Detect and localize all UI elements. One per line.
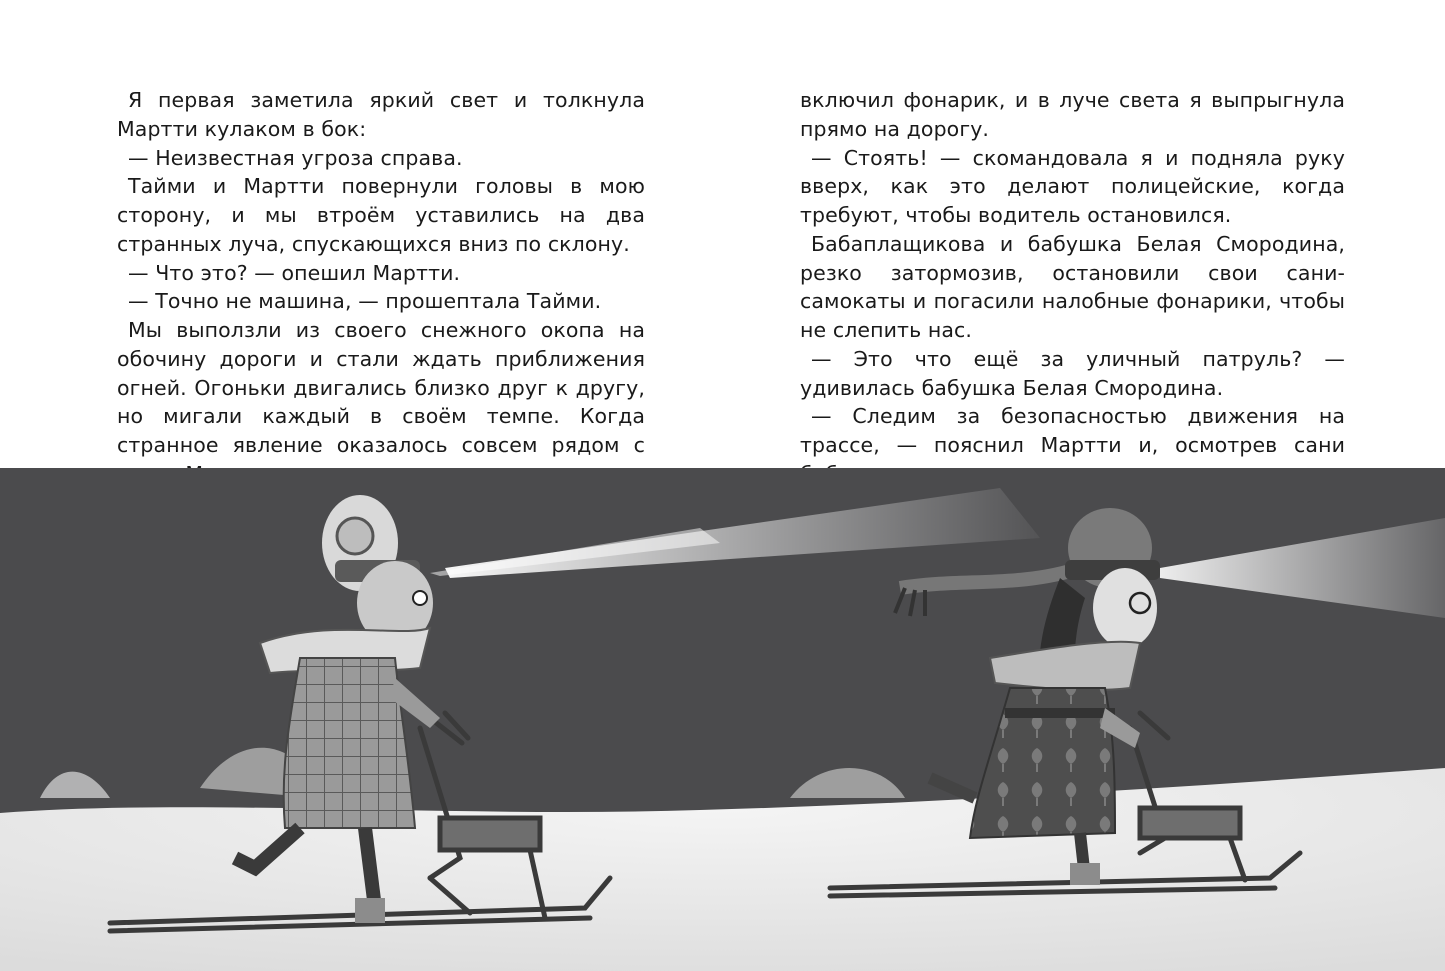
paragraph: Мы выползли из своего снежного окопа на обочину дороги и стали ждать приближения огней. Огоньки двигались близко друг к другу, но мигали каждый в своём темпе. Когда странное явление оказалось совсем рядом с	[117, 318, 645, 457]
paragraph: — Что это? — опешил Мартти.	[128, 260, 461, 285]
text-column-right	[800, 86, 1345, 489]
paragraph: — Следим за безопасностью движения на трассе, — пояснил Мартти и, осмотрев сани	[800, 404, 1345, 457]
paragraph: Тайми и Мартти повернули головы в мою сторону, и мы втроём уставились на два странных луча, спускающихся вниз по склону.	[117, 174, 645, 256]
paragraph: — Стоять! — скомандовала я и подняла руку вверх, как это делают полицейские, когда требуют, чтобы водитель остановился.	[800, 145, 1345, 227]
illustration-canvas	[0, 468, 1445, 971]
paragraph: Бабаплащикова и бабушка Белая Смородина, резко затормозив, остановили свои сани-самокаты и погасили налобные фонарики, чтобы не слепить нас.	[800, 231, 1345, 342]
text-column-left	[117, 86, 645, 489]
paragraph: — Точно не машина, — прошептала Тайми.	[128, 289, 602, 314]
paragraph: включил фонарик, и в луче света я выпрыгнула прямо на дорогу.	[800, 88, 1345, 141]
paragraph: — Неизвестная угроза справа.	[128, 145, 463, 170]
paragraph: Я первая заметила яркий свет и толкнула Мартти кулаком в бок:	[117, 88, 645, 141]
illustration-sled-riders	[0, 468, 1445, 971]
paragraph: — Это что ещё за уличный патруль? — удивилась бабушка Белая Смородина.	[800, 346, 1345, 400]
